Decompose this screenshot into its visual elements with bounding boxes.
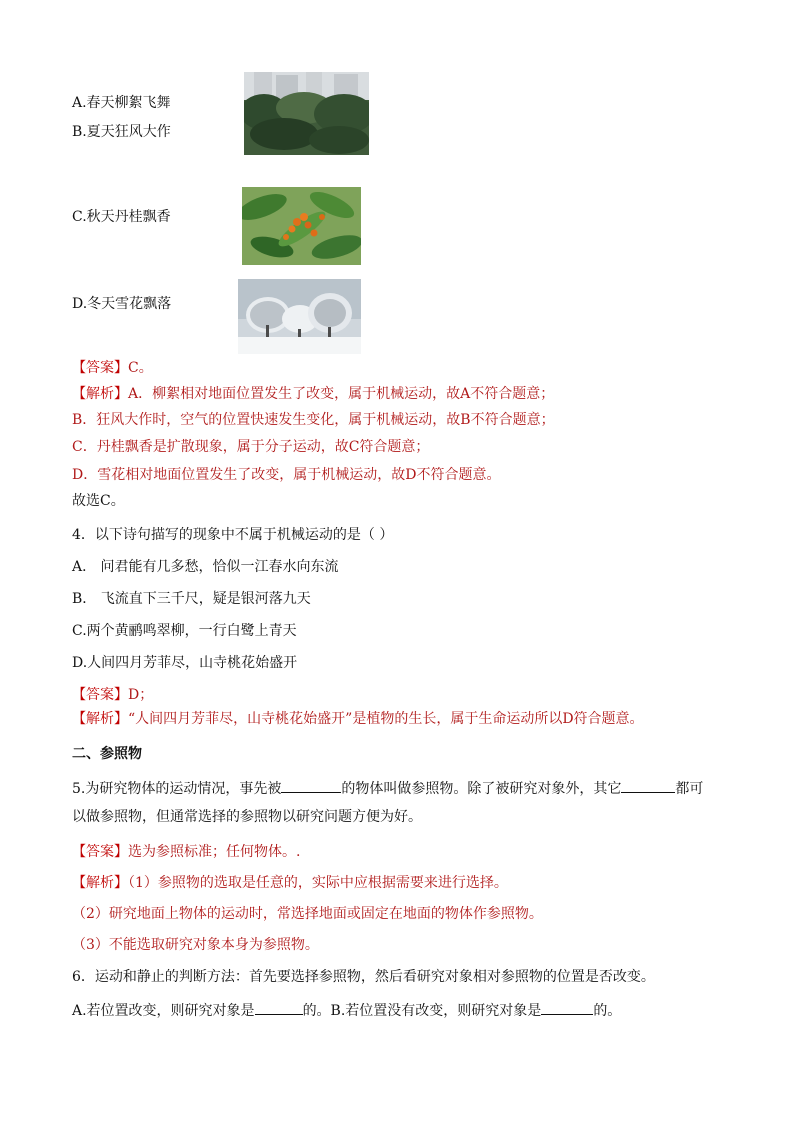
q3-analysis-d: D．雪花相对地面位置发生了改变，属于机械运动，故D不符合题意。 [72, 467, 501, 483]
q3-analysis-b: B．狂风大作时，空气的位置快速发生变化，属于机械运动，故B不符合题意； [72, 412, 555, 428]
q6-part3: 的。 [593, 1003, 622, 1019]
fill-blank[interactable] [621, 778, 675, 793]
q5-analysis-2: （2）研究地面上物体的运动时，常选择地面或固定在地面的物体作参照物。 [72, 906, 543, 922]
q5-stem-part2: 的物体叫做参照物。除了被研究对象外，其它 [341, 781, 622, 797]
q4-option-b: B． 飞流直下三千尺，疑是银河落九天 [72, 591, 311, 607]
answer-tag: 【答案】 [72, 687, 128, 703]
snowy-trees-photo [238, 279, 361, 354]
q5-answer [72, 843, 300, 861]
analysis-tag: 【解析】 [72, 711, 128, 727]
osmanthus-photo [242, 187, 361, 265]
analysis-line: A．柳絮相对地面位置发生了改变，属于机械运动，故A不符合题意； [128, 386, 555, 402]
analysis-text: （1）参照物的选取是任意的，实际中应根据需要来进行选择。 [128, 875, 508, 891]
q6-line2 [72, 1000, 621, 1020]
q3-option-b: B.夏天狂风大作 [72, 124, 171, 140]
q4-analysis [72, 710, 644, 728]
q5-stem-part3: 都可 [675, 781, 704, 797]
q3-option-c: C.秋天丹桂飘香 [72, 209, 171, 225]
q5-stem-part1: 5.为研究物体的运动情况，事先被 [72, 781, 282, 797]
q6-part2: 的。B.若位置没有改变，则研究对象是 [302, 1003, 542, 1019]
analysis-text: “人间四月芳菲尽，山寺桃花始盛开”是植物的生长，属于生命运动所以D符合题意。 [128, 711, 644, 727]
fill-blank[interactable] [541, 1000, 593, 1015]
q3-option-d: D.冬天雪花飘落 [72, 296, 172, 312]
q4-option-a: A． 问君能有几多愁，恰似一江春水向东流 [72, 559, 339, 575]
answer-text: C。 [128, 360, 153, 376]
section-heading: 二、参照物 [72, 746, 142, 762]
q3-conclusion: 故选C。 [72, 493, 125, 509]
analysis-tag: 【解析】 [72, 875, 128, 891]
answer-text: 选为参照标准；任何物体。. [128, 844, 301, 860]
q4-option-c: C.两个黄鹂鸣翠柳，一行白鹭上青天 [72, 623, 297, 639]
q5-stem-line2: 以做参照物，但通常选择的参照物以研究问题方便为好。 [72, 809, 422, 825]
q3-option-a: A.春天柳絮飞舞 [72, 95, 171, 111]
willow-city-photo [244, 72, 369, 155]
fill-blank[interactable] [255, 1000, 303, 1015]
q3-analysis-a [72, 385, 554, 403]
q3-answer [72, 359, 153, 377]
q4-option-d: D.人间四月芳菲尽，山寺桃花始盛开 [72, 655, 298, 671]
q5-analysis-3: （3）不能选取研究对象本身为参照物。 [72, 937, 319, 953]
q3-analysis-c: C．丹桂飘香是扩散现象，属于分子运动，故C符合题意； [72, 439, 430, 455]
answer-tag: 【答案】 [72, 844, 128, 860]
q4-answer [72, 686, 153, 704]
fill-blank[interactable] [281, 778, 341, 793]
answer-text: D； [128, 687, 154, 703]
q5-stem-line1 [72, 778, 703, 798]
analysis-tag: 【解析】 [72, 386, 128, 402]
answer-tag: 【答案】 [72, 360, 128, 376]
q6-part1: A.若位置改变，则研究对象是 [72, 1003, 255, 1019]
q5-analysis-1 [72, 874, 508, 892]
q6-stem: 6．运动和静止的判断方法：首先要选择参照物，然后看研究对象相对参照物的位置是否改变。 [72, 969, 655, 985]
q4-stem: 4．以下诗句描写的现象中不属于机械运动的是（ ） [72, 527, 394, 543]
